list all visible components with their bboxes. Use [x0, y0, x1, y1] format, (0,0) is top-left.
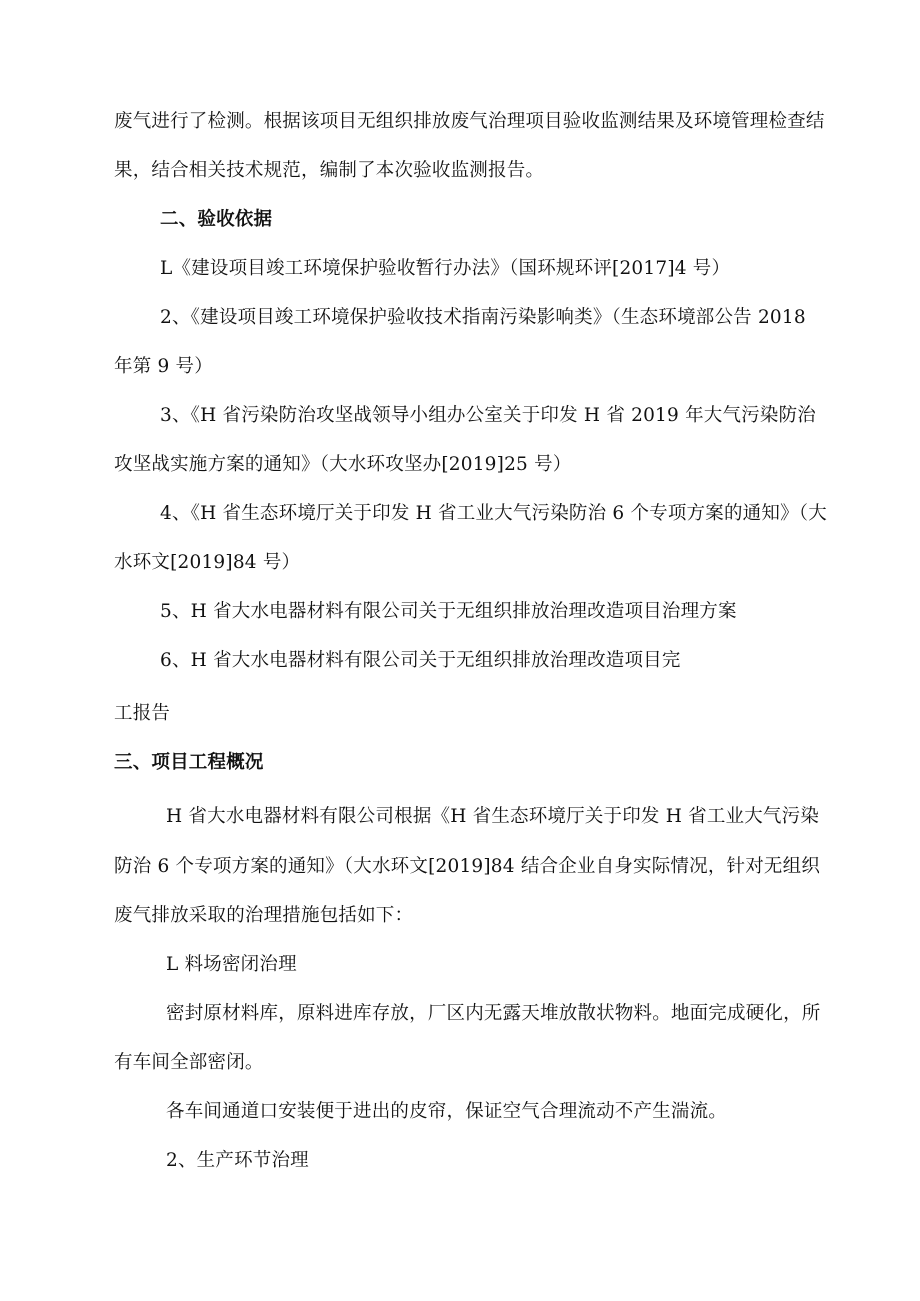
paragraph-line: 废气进行了检测。根据该项目无组织排放废气治理项目验收监测结果及环境管理检查结: [114, 111, 825, 132]
paragraph-line: 密封原材料库，原料进库存放，厂区内无露天堆放散状物料。地面完成硬化，所: [166, 1003, 821, 1024]
reference-item-3: 3、《H 省污染防治攻坚战领导小组办公室关于印发 H 省 2019 年大气污染防治: [160, 405, 816, 426]
section-heading-acceptance-basis: 二、验收依据: [160, 209, 273, 230]
paragraph-line: H 省大水电器材料有限公司根据《H 省生态环境厅关于印发 H 省工业大气污染: [166, 806, 820, 827]
subsection-heading-material-yard: L 料场密闭治理: [166, 954, 297, 975]
reference-item-2-cont: 年第 9 号）: [114, 356, 213, 377]
reference-item-2: 2、《建设项目竣工环境保护验收技术指南污染影响类》（生态环境部公告 2018: [160, 307, 806, 328]
reference-item-6: 6、H 省大水电器材料有限公司关于无组织排放治理改造项目完: [160, 650, 681, 671]
paragraph-line: 废气排放采取的治理措施包括如下：: [114, 905, 414, 926]
reference-item-4: 4、《H 省生态环境厅关于印发 H 省工业大气污染防治 6 个专项方案的通知》（大: [160, 503, 827, 524]
paragraph-line: 有车间全部密闭。: [114, 1052, 264, 1073]
reference-item-4-cont: 水环文[2019]84 号）: [114, 552, 301, 573]
paragraph-line: 果，结合相关技术规范，编制了本次验收监测报告。: [114, 160, 545, 181]
reference-item-1: L《建设项目竣工环境保护验收暂行办法》（国环规环评[2017]4 号）: [160, 258, 731, 279]
paragraph-line: 各车间通道口安装便于进出的皮帘，保证空气合理流动不产生湍流。: [166, 1101, 728, 1122]
reference-item-6-cont: 工报告: [114, 703, 171, 724]
subsection-heading-production: 2、生产环节治理: [166, 1150, 309, 1171]
reference-item-5: 5、H 省大水电器材料有限公司关于无组织排放治理改造项目治理方案: [160, 601, 737, 622]
reference-item-3-cont: 攻坚战实施方案的通知》（大水环攻坚办[2019]25 号）: [114, 454, 572, 475]
paragraph-line: 防治 6 个专项方案的通知》（大水环文[2019]84 结合企业自身实际情况，针对无组织: [114, 856, 821, 877]
section-heading-project-overview: 三、项目工程概况: [114, 752, 264, 773]
